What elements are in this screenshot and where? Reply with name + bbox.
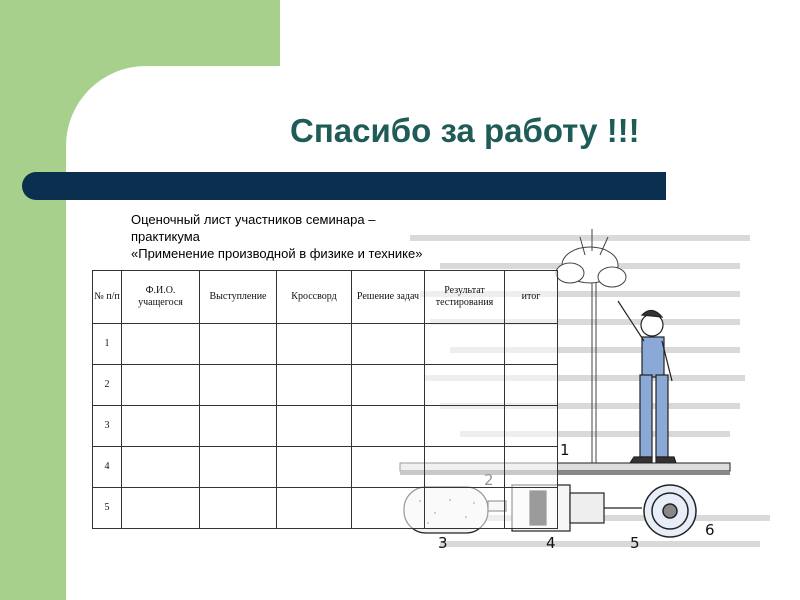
table-cell	[505, 365, 558, 406]
table-cell	[122, 488, 200, 529]
table-cell	[425, 324, 505, 365]
illustration-label: 5	[630, 534, 640, 552]
table-cell	[352, 447, 425, 488]
table-row	[93, 488, 558, 529]
table-cell: 4	[93, 447, 122, 488]
slide-title: Спасибо за работу !!!	[290, 112, 640, 149]
illustration-label: 1	[560, 441, 570, 459]
table-cell	[505, 406, 558, 447]
illustration-label: 6	[705, 521, 715, 539]
header-number: № п/п	[93, 271, 122, 324]
table-cell	[352, 406, 425, 447]
table-row	[93, 406, 558, 447]
table-cell	[505, 324, 558, 365]
table-cell	[352, 488, 425, 529]
header-presentation: Выступление	[200, 271, 277, 324]
table-cell	[277, 406, 352, 447]
table-cell	[505, 447, 558, 488]
table-cell	[425, 406, 505, 447]
table-cell	[122, 406, 200, 447]
table-cell	[425, 447, 505, 488]
illustration-label: 3	[438, 534, 448, 552]
table-cell	[122, 447, 200, 488]
caption-line: «Применение производной в физике и технике»	[131, 246, 423, 261]
table-cell	[425, 365, 505, 406]
table-cell: 5	[93, 488, 122, 529]
table-cell	[200, 324, 277, 365]
table-cell	[352, 324, 425, 365]
table-row	[93, 365, 558, 406]
title-underline-bar	[22, 172, 666, 200]
table-cell	[352, 365, 425, 406]
table-cell	[122, 324, 200, 365]
header-problem-solving: Решение задач	[352, 271, 425, 324]
header-crossword: Кроссворд	[277, 271, 352, 324]
table-row	[93, 447, 558, 488]
table-cell	[200, 406, 277, 447]
table-cell: 1	[93, 324, 122, 365]
header-test-result: Результат тестирования	[425, 271, 505, 324]
table-row	[93, 324, 558, 365]
table-cell	[277, 488, 352, 529]
header-student-name: Ф.И.О. учащегося	[122, 271, 200, 324]
caption-line: практикума	[131, 229, 200, 244]
table-cell: 2	[93, 365, 122, 406]
table-header-row	[93, 271, 558, 324]
illustration-label: 4	[546, 534, 556, 552]
table-cell	[200, 447, 277, 488]
evaluation-table	[92, 270, 558, 529]
table-cell	[277, 447, 352, 488]
table-cell	[200, 488, 277, 529]
header-total: итог	[505, 271, 558, 324]
caption-line: Оценочный лист участников семинара –	[131, 212, 376, 227]
table-cell	[200, 365, 277, 406]
table-cell	[505, 488, 558, 529]
table-cell: 3	[93, 406, 122, 447]
table-cell	[277, 324, 352, 365]
table-cell	[122, 365, 200, 406]
table-cell	[277, 365, 352, 406]
table-cell	[425, 488, 505, 529]
